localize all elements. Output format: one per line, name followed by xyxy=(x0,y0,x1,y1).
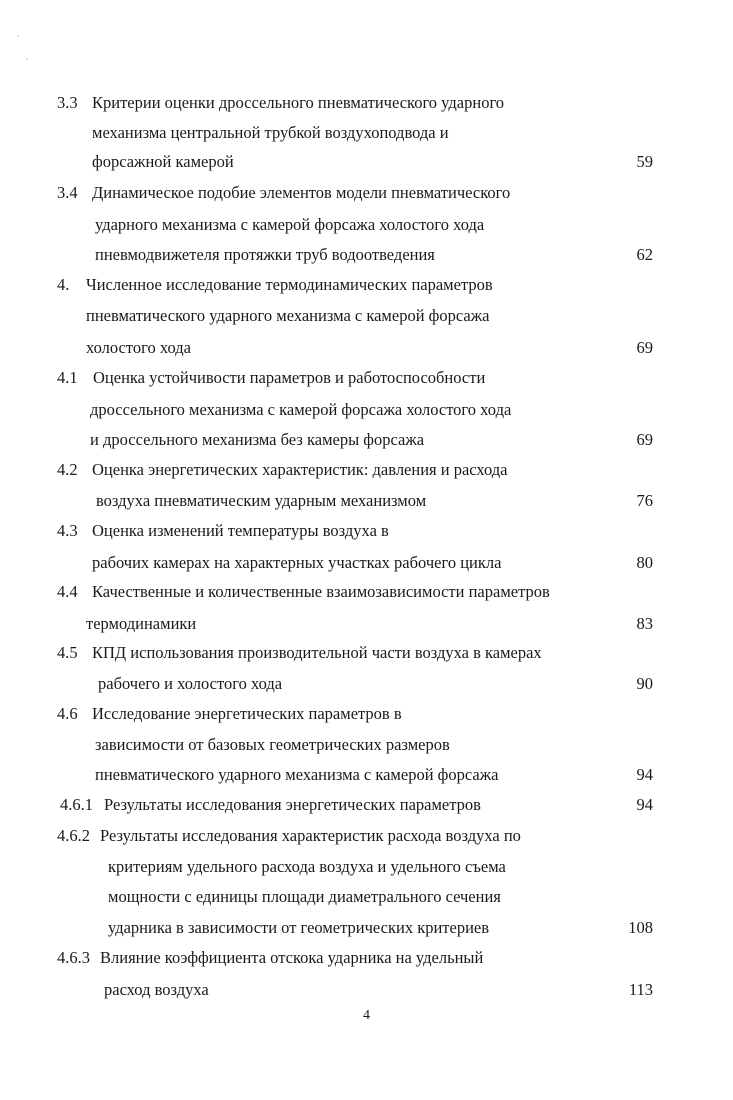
toc-section-title: расход воздуха xyxy=(104,980,209,999)
toc-entry-line xyxy=(0,580,733,604)
scan-speck xyxy=(26,58,28,60)
toc-section-title: термодинамики xyxy=(86,614,197,633)
toc-section-title: Исследование энергетических параметров в xyxy=(92,704,402,723)
toc-entry-line xyxy=(0,121,733,145)
toc-page-number: 69 xyxy=(636,430,653,449)
toc-section-title: рабочего и холостого хода xyxy=(98,674,283,693)
toc-section-title: Оценка изменений температуры воздуха в xyxy=(92,521,389,540)
toc-page-number: 76 xyxy=(636,491,653,510)
toc-section-title: Качественные и количественные взаимозависимости параметров xyxy=(92,582,550,601)
scan-speck xyxy=(17,35,19,37)
toc-entry-line xyxy=(0,458,733,482)
toc-section-title: дроссельного механизма с камерой форсажа холостого хода xyxy=(90,400,512,419)
toc-entry-line xyxy=(0,733,733,757)
toc-entry-line xyxy=(0,672,733,696)
toc-section-number: 4.6.2 xyxy=(57,826,90,845)
toc-page-number: 62 xyxy=(636,245,653,264)
toc-entry-line xyxy=(0,824,733,848)
toc-entry-line xyxy=(0,702,733,726)
toc-section-title: Критерии оценки дроссельного пневматического ударного xyxy=(92,93,505,112)
toc-section-title: пневмодвижетеля протяжки труб водоотведения xyxy=(95,245,435,264)
toc-entry-line xyxy=(0,855,733,879)
toc-entry-line xyxy=(0,428,733,452)
toc-section-number: 4.3 xyxy=(57,521,78,540)
toc-page-number: 69 xyxy=(636,338,653,357)
toc-entry-line xyxy=(0,885,733,909)
toc-section-number: 4.5 xyxy=(57,643,78,662)
toc-entry-line xyxy=(0,273,733,297)
toc-entry-line xyxy=(0,978,733,1002)
toc-section-title: холостого хода xyxy=(86,338,191,357)
toc-section-title: ударного механизма с камерой форсажа холостого хода xyxy=(95,215,485,234)
toc-entry-line xyxy=(0,519,733,543)
toc-entry-line xyxy=(0,213,733,237)
toc-entry-line xyxy=(0,489,733,513)
toc-section-title: рабочих камерах на характерных участках рабочего цикла xyxy=(92,553,502,572)
toc-entry-line xyxy=(0,243,733,267)
toc-entry-line xyxy=(0,398,733,422)
toc-entry-line xyxy=(0,366,733,390)
toc-section-title: зависимости от базовых геометрических размеров xyxy=(95,735,450,754)
toc-section-title: Оценка энергетических характеристик: давления и расхода xyxy=(92,460,508,479)
toc-entry-line xyxy=(0,181,733,205)
toc-page-number: 80 xyxy=(636,553,653,572)
toc-section-title: Результаты исследования характеристик расхода воздуха по xyxy=(100,826,521,845)
toc-page-number: 113 xyxy=(628,980,653,999)
toc-entry-line xyxy=(0,551,733,575)
toc-section-number: 3.3 xyxy=(57,93,78,112)
toc-section-title: воздуха пневматическим ударным механизмом xyxy=(96,491,427,510)
toc-section-title: критериям удельного расхода воздуха и удельного съема xyxy=(108,857,506,876)
toc-section-title: Оценка устойчивости параметров и работоспособности xyxy=(93,368,486,387)
toc-section-number: 4.6.3 xyxy=(57,948,90,967)
toc-section-title: ударника в зависимости от геометрических критериев xyxy=(108,918,490,937)
toc-section-number: 4.6 xyxy=(57,704,78,723)
toc-section-title: Численное исследование термодинамических параметров xyxy=(86,275,493,294)
toc-page-number: 90 xyxy=(636,674,653,693)
toc-entry-line xyxy=(0,793,733,817)
toc-entry-line xyxy=(0,641,733,665)
toc-page-number: 83 xyxy=(636,614,653,633)
toc-section-title: мощности с единицы площади диаметрального сечения xyxy=(108,887,501,906)
toc-section-title: КПД использования производительной части воздуха в камерах xyxy=(92,643,542,662)
toc-section-title: Результаты исследования энергетических параметров xyxy=(104,795,481,814)
toc-section-number: 4.6.1 xyxy=(60,795,93,814)
toc-section-number: 4.1 xyxy=(57,368,78,387)
toc-section-number: 4.4 xyxy=(57,582,78,601)
toc-section-number: 3.4 xyxy=(57,183,78,202)
toc-section-number: 4. xyxy=(57,275,70,294)
toc-entry-line xyxy=(0,916,733,940)
page-number: 4 xyxy=(363,1008,370,1023)
toc-entry-line xyxy=(0,336,733,360)
toc-page-number: 94 xyxy=(636,795,653,814)
toc-entry-line xyxy=(0,304,733,328)
toc-page-number: 108 xyxy=(628,918,653,937)
toc-page-number: 59 xyxy=(636,152,653,171)
toc-section-number: 4.2 xyxy=(57,460,78,479)
toc-entry-line xyxy=(0,150,733,174)
toc-section-title: Динамическое подобие элементов модели пневматического xyxy=(92,183,511,202)
toc-entry-line xyxy=(0,763,733,787)
toc-section-title: пневматического ударного механизма с камерой форсажа xyxy=(86,306,490,325)
toc-section-title: механизма центральной трубкой воздухоподвода и xyxy=(92,123,449,142)
toc-section-title: пневматического ударного механизма с камерой форсажа xyxy=(95,765,499,784)
toc-section-title: форсажной камерой xyxy=(92,152,234,171)
toc-entry-line xyxy=(0,612,733,636)
toc-entry-line xyxy=(0,91,733,115)
toc-entry-line xyxy=(0,946,733,970)
toc-section-title: и дроссельного механизма без камеры форсажа xyxy=(90,430,425,449)
toc-section-title: Влияние коэффициента отскока ударника на удельный xyxy=(100,948,484,967)
toc-page-number: 94 xyxy=(636,765,653,784)
